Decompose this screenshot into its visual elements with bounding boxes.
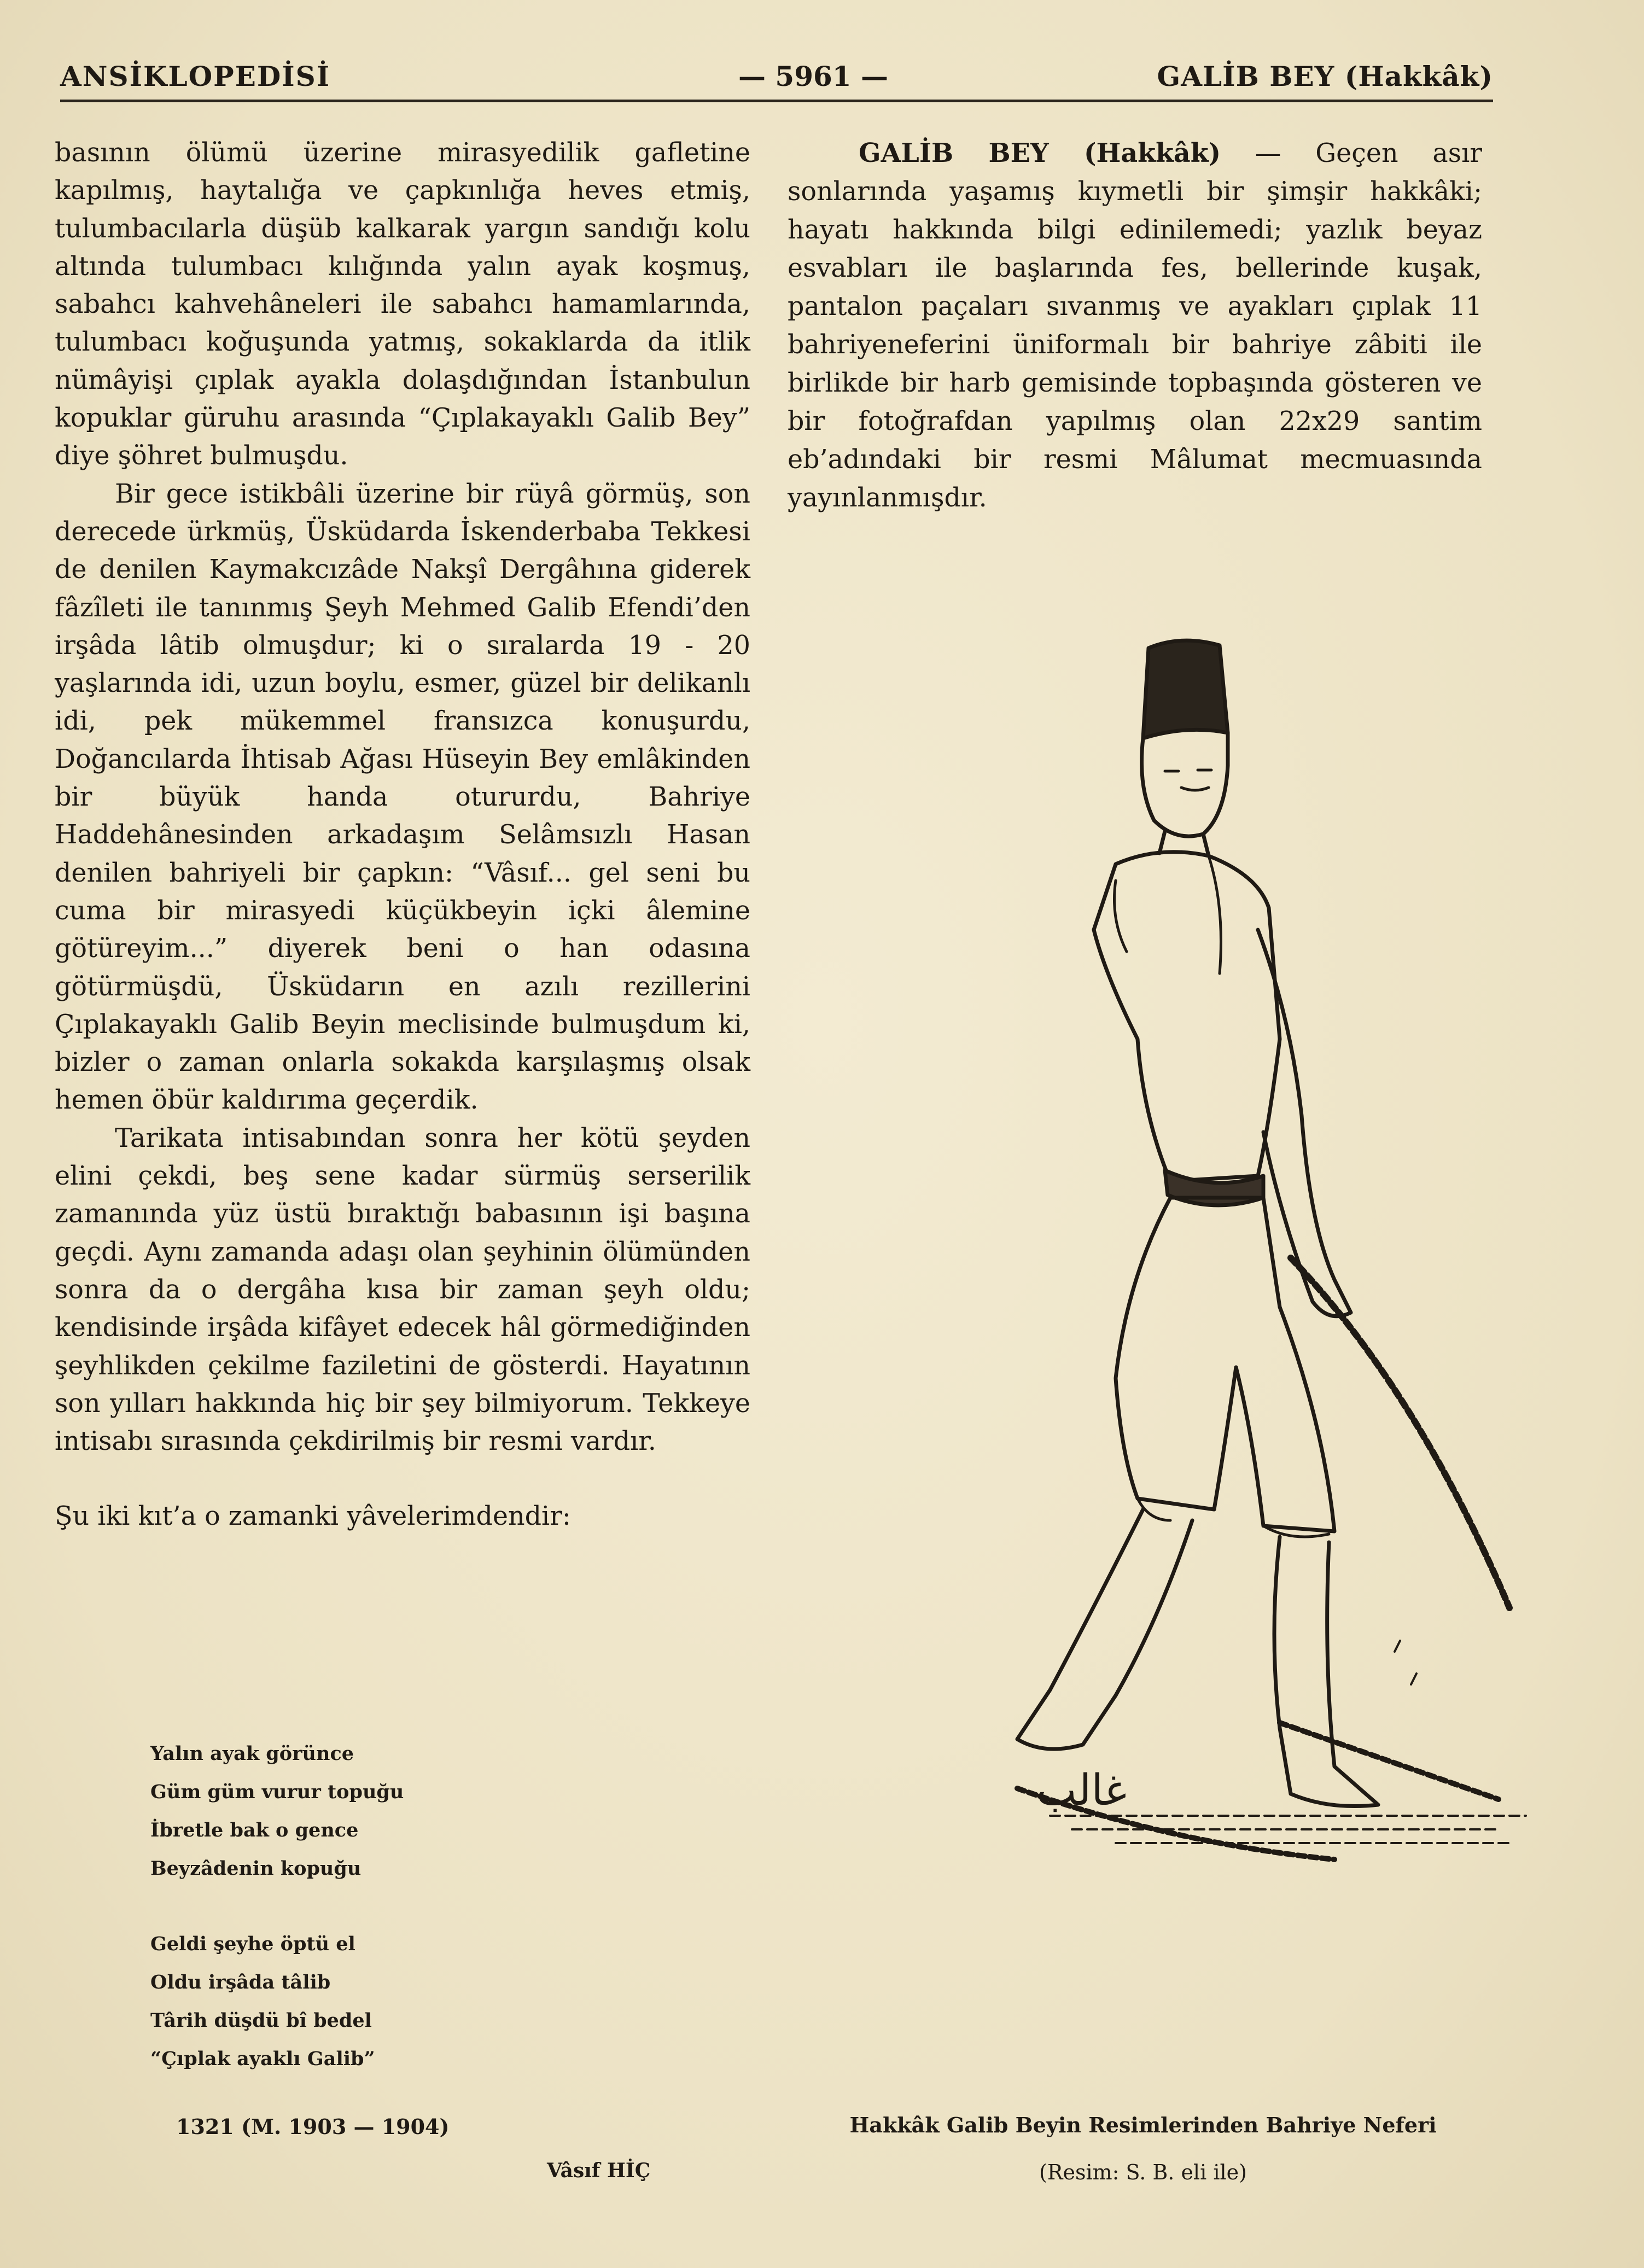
entry-paragraph	[788, 134, 1482, 517]
figure-caption: Hakkâk Galib Beyin Resimlerinden Bahriye Neferi	[849, 2113, 1437, 2137]
left-column	[55, 134, 750, 1536]
poem	[150, 1735, 533, 2115]
poem-line: Geldi şeyhe öptü el	[150, 1933, 355, 1955]
poem-intro: Şu iki kıt’a o zamanki yâvelerimdendir:	[55, 1501, 571, 1532]
paragraph-2: Bir gece istikbâli üzerine bir rüyâ görmüş, son derecede ürkmüş, Üsküdarda İskenderbaba Tekkesi de denilen Kaymakcızâde Nakşî Dergâhına giderek fâzîleti ile tanınmış Şeyh Mehmed Galib Efendi’den irşâda lâtib olmuşdur; ki o sıralarda 19 - 20 yaşlarında idi, uzun boylu, esmer, güzel bir delikanlı idi, pek mükemmel fransızca konuşurdu, Doğancılarda İhtisab Ağası Hüseyin Bey emlâkinden bir büyük handa otururdu, Bahriye Haddehânesinden arkadaşım Selâmsızlı Hasan denilen bahriyeli bir çapkın: “Vâsıf... gel seni bu cuma bir mirasyedi küçükbeyin içki âlemine götüreyim...” diyerek beni o han odasına götürmüşdü, Üsküdarın en azılı rezillerini Çıplakayaklı Galib Beyin meclisinde bulmuşdum ki, bizler o zaman onlarla sokakda karşılaşmış olsak hemen öbür kaldırıma geçerdik.	[55, 479, 750, 1116]
arabic-signature: غالب	[1036, 1766, 1127, 1815]
poem-line: “Çıplak ayaklı Galib”	[150, 2048, 375, 2070]
right-leg	[1274, 1537, 1378, 1806]
sailor-illustration	[788, 623, 1537, 1991]
right-column	[788, 134, 1482, 517]
poem-stanza-1	[150, 1735, 533, 1888]
torso	[1094, 852, 1280, 1181]
header-entry-title: GALİB BEY (Hakkâk)	[1157, 60, 1493, 92]
paragraph-1: basının ölümü üzerine mirasyedilik gafletine kapılmış, haytalığa ve çapkınlığa heves etmiş, tulumbacılarla düşüb kalkarak yargın sandığı kolu altında tulumbacı kılığında yalın ayak koşmuş, sabahcı kahvehâneleri ile sabahcı hamamlarında, tulumbacı koğuşunda yatmış, sokaklarda da itlik nümâyişi çıplak ayakla dolaşdığından İstanbulun kopuklar güruhu arasında “Çıplakayaklı Galib Bey” diye şöhret bulmuşdu.	[55, 138, 750, 471]
trousers	[1116, 1198, 1334, 1531]
header-rule	[60, 100, 1493, 102]
head	[1142, 733, 1228, 836]
left-leg	[1017, 1509, 1192, 1749]
paragraph-3: Tarikata intisabından sonra her kötü şeyden elini çekdi, beş sene kadar sürmüş serserilik zamanında yüz üstü bıraktığı babasının işi başına geçdi. Aynı zamanda adaşı olan şeyhinin ölümünden sonra da o dergâha kısa bir zaman şeyh oldu; kendisinde irşâda kifâyet edecek hâl görmediğinden şeyhlikden çekilme faziletini de gösterdi. Hayatının son yılları hakkında hiç bir şey bilmiyorum. Tekkeye intisabı sırasında çekdirilmiş bir resmi vardır.	[55, 1123, 750, 1457]
author-signature: Vâsıf HİÇ	[547, 2159, 651, 2182]
entry-lead: GALİB BEY (Hakkâk)	[859, 138, 1221, 168]
fez-icon	[1143, 640, 1228, 738]
poem-line: Oldu irşâda tâlib	[150, 1971, 331, 1993]
poem-line: İbretle bak o gence	[150, 1819, 359, 1841]
poem-stanza-2	[150, 1925, 533, 2078]
entry-body: — Geçen asır sonlarında yaşamış kıymetli bir şimşir hakkâki; hayatı hakkında bilgi edinilemedi; yazlık beyaz esvabları ile başlarında fes, bellerinde kuşak, pantalon paçaları sıvanmış ve ayakları çıplak 11 bahriyeneferini üniformalı bir bahriye zâbiti ile birlikde bir harb gemisinde topbaşında gösteren ve bir fotoğrafdan yapılmış olan 22x29 santim eb’adındaki bir resmi Mâlumat mecmuasında yayınlanmışdır.	[788, 138, 1483, 513]
poem-date: 1321 (M. 1903 — 1904)	[176, 2114, 450, 2139]
header-encyclopedia-title: ANSİKLOPEDİSİ	[60, 60, 331, 92]
figure-credit: (Resim: S. B. eli ile)	[1039, 2160, 1247, 2184]
sailor-drawing	[788, 623, 1537, 1991]
poem-line: Beyzâdenin kopuğu	[150, 1857, 362, 1880]
page-header	[60, 55, 1493, 98]
header-page-number: — 5961 —	[738, 60, 888, 92]
poem-line: Târih düşdü bî bedel	[150, 2009, 372, 2032]
poem-line: Yalın ayak görünce	[150, 1742, 354, 1765]
poem-line: Güm güm vurur topuğu	[150, 1781, 404, 1803]
